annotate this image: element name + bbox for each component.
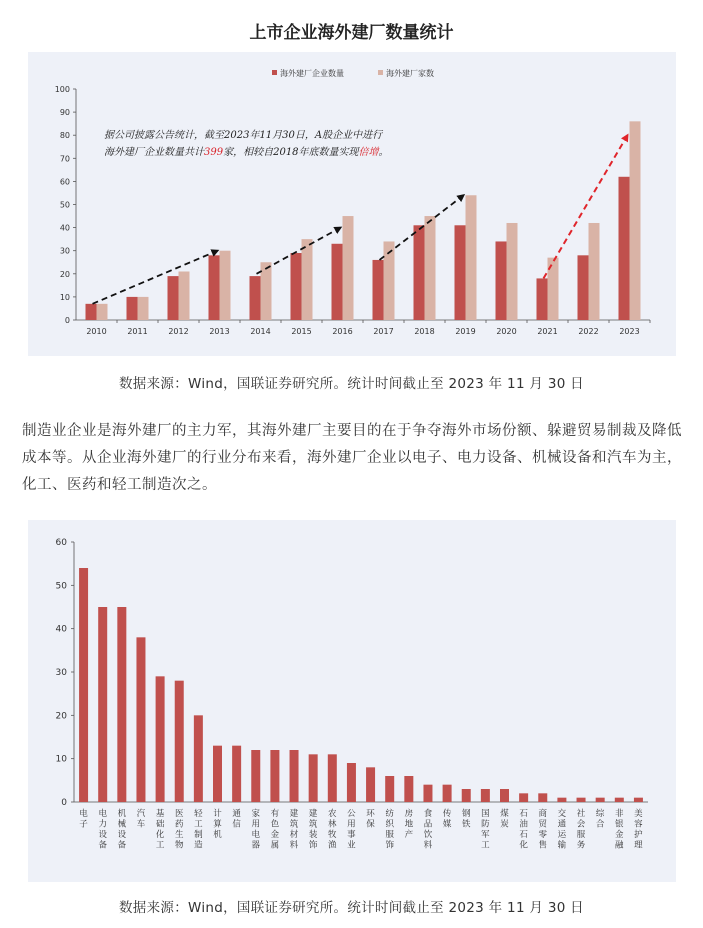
x-tick-label: 电力设备 bbox=[98, 809, 107, 851]
x-tick-label: 社会服务 bbox=[576, 809, 586, 851]
bar-建筑材料 bbox=[290, 750, 299, 802]
bar-汽车 bbox=[136, 637, 145, 802]
x-tick-label: 机械设备 bbox=[117, 809, 127, 851]
x-tick-label: 2022 bbox=[578, 327, 599, 336]
x-tick-label: 2016 bbox=[332, 327, 353, 336]
x-tick-label: 轻工制造 bbox=[194, 809, 203, 851]
bar-电子 bbox=[79, 568, 88, 802]
x-tick-label: 环保 bbox=[366, 809, 375, 830]
x-tick-label: 医药生物 bbox=[174, 809, 184, 851]
y-tick-label: 80 bbox=[59, 131, 70, 141]
bar-医药生物 bbox=[175, 681, 184, 802]
y-tick-label: 20 bbox=[59, 269, 70, 279]
bar-社会服务 bbox=[577, 798, 586, 802]
y-tick-label: 0 bbox=[64, 316, 70, 325]
y-tick-label: 40 bbox=[59, 223, 70, 233]
bar-综合 bbox=[596, 798, 605, 802]
page-title: 上市企业海外建厂数量统计 bbox=[249, 23, 454, 43]
y-tick-label: 10 bbox=[55, 754, 67, 765]
x-tick-label: 2020 bbox=[496, 327, 517, 336]
chart-annotation-line2: 海外建厂企业数量共计399家，相较自2018年底数量实现倍增。 bbox=[104, 147, 389, 158]
bar-国防军工 bbox=[481, 789, 490, 802]
x-tick-label: 建筑材料 bbox=[289, 809, 299, 851]
chart-annotation-line1: 据公司披露公告统计，截至2023年11月30日，A股企业中进行 bbox=[104, 130, 383, 141]
x-tick-label: 钢铁 bbox=[461, 809, 471, 830]
y-tick-label: 30 bbox=[55, 668, 67, 678]
bar-房地产 bbox=[404, 776, 413, 802]
source-note-2: 数据来源：Wind，国联证券研究所。统计时间截止至 2023 年 11 月 30 日 bbox=[119, 900, 584, 916]
bar-石油石化 bbox=[519, 793, 528, 802]
x-tick-label: 综合 bbox=[595, 809, 605, 830]
y-tick-label: 10 bbox=[59, 292, 70, 302]
x-tick-label: 交通运输 bbox=[557, 809, 567, 851]
bar-计算机 bbox=[213, 746, 222, 802]
x-tick-label: 2015 bbox=[291, 327, 312, 336]
bar-有色金属 bbox=[270, 750, 279, 802]
x-tick-label: 通信 bbox=[232, 809, 241, 830]
x-tick-label: 电子 bbox=[79, 809, 88, 830]
x-tick-label: 2021 bbox=[537, 327, 558, 336]
y-tick-label: 30 bbox=[59, 246, 70, 256]
x-tick-label: 房地产 bbox=[404, 809, 414, 840]
y-tick-label: 50 bbox=[55, 581, 67, 592]
bar-通信 bbox=[232, 746, 241, 802]
y-tick-label: 0 bbox=[61, 798, 67, 808]
bar-商贸零售 bbox=[538, 793, 547, 802]
body-paragraph: 制造业企业是海外建厂的主力军，其海外建厂主要目的在于争夺海外市场份额、躲避贸易制裁及降低成本等。从企业海外建厂的行业分布来看，海外建厂企业以电子、电力设备、机械设备和汽车为主，化工、医药和轻工制造次之。 bbox=[22, 423, 682, 493]
x-tick-label: 2023 bbox=[619, 327, 640, 336]
x-tick-label: 食品饮料 bbox=[423, 809, 433, 851]
bar-非银金融 bbox=[615, 798, 624, 802]
bar-环保 bbox=[366, 767, 375, 802]
y-tick-label: 40 bbox=[55, 624, 67, 635]
bar-家用电器 bbox=[251, 750, 260, 802]
x-tick-label: 基础化工 bbox=[155, 809, 165, 851]
x-tick-label: 国防军工 bbox=[481, 809, 490, 851]
bar-钢铁 bbox=[462, 789, 471, 802]
x-tick-label: 有色金属 bbox=[270, 809, 280, 851]
x-tick-label: 2017 bbox=[373, 327, 394, 336]
x-tick-label: 2018 bbox=[414, 327, 435, 336]
bar-电力设备 bbox=[98, 607, 107, 802]
x-tick-label: 农林牧渔 bbox=[328, 809, 337, 851]
bar-食品饮料 bbox=[423, 785, 432, 802]
y-tick-label: 20 bbox=[55, 711, 67, 722]
x-tick-label: 石油石化 bbox=[519, 809, 528, 851]
x-tick-label: 汽车 bbox=[136, 809, 146, 830]
bar-建筑装饰 bbox=[309, 754, 318, 802]
bar-交通运输 bbox=[557, 798, 566, 802]
legend-label-factories: 海外建厂家数 bbox=[386, 69, 434, 78]
x-tick-label: 2011 bbox=[127, 327, 148, 336]
x-tick-label: 2010 bbox=[86, 327, 107, 336]
x-tick-label: 美容护理 bbox=[634, 809, 643, 851]
x-tick-label: 传媒 bbox=[442, 809, 452, 830]
x-tick-label: 计算机 bbox=[213, 809, 222, 840]
bar-机械设备 bbox=[117, 607, 126, 802]
x-tick-label: 纺织服饰 bbox=[385, 809, 394, 851]
y-tick-label: 60 bbox=[55, 538, 67, 548]
x-tick-label: 商贸零售 bbox=[538, 809, 548, 851]
bar-煤炭 bbox=[500, 789, 509, 802]
x-tick-label: 建筑装饰 bbox=[308, 809, 318, 851]
bar-基础化工 bbox=[156, 676, 165, 802]
x-tick-label: 煤炭 bbox=[500, 809, 509, 830]
y-tick-label: 50 bbox=[59, 200, 70, 210]
x-tick-label: 家用电器 bbox=[251, 809, 261, 851]
y-tick-label: 100 bbox=[54, 85, 70, 94]
bar-公用事业 bbox=[347, 763, 356, 802]
legend-label-count: 海外建厂企业数量 bbox=[280, 69, 344, 78]
y-tick-label: 60 bbox=[59, 177, 70, 187]
y-tick-label: 90 bbox=[59, 108, 70, 118]
x-tick-label: 2012 bbox=[168, 327, 189, 336]
bar-轻工制造 bbox=[194, 715, 203, 802]
x-tick-label: 2014 bbox=[250, 327, 271, 336]
x-tick-label: 非银金融 bbox=[615, 809, 624, 851]
source-note: 数据来源：Wind，国联证券研究所。统计时间截止至 2023 年 11 月 30 日 bbox=[119, 376, 584, 392]
bar-传媒 bbox=[443, 785, 452, 802]
bar-纺织服饰 bbox=[385, 776, 394, 802]
bar-农林牧渔 bbox=[328, 754, 337, 802]
y-tick-label: 70 bbox=[59, 154, 70, 164]
bar-美容护理 bbox=[634, 798, 643, 802]
x-tick-label: 公用事业 bbox=[347, 809, 356, 851]
x-tick-label: 2019 bbox=[455, 327, 476, 336]
x-tick-label: 2013 bbox=[209, 327, 230, 336]
